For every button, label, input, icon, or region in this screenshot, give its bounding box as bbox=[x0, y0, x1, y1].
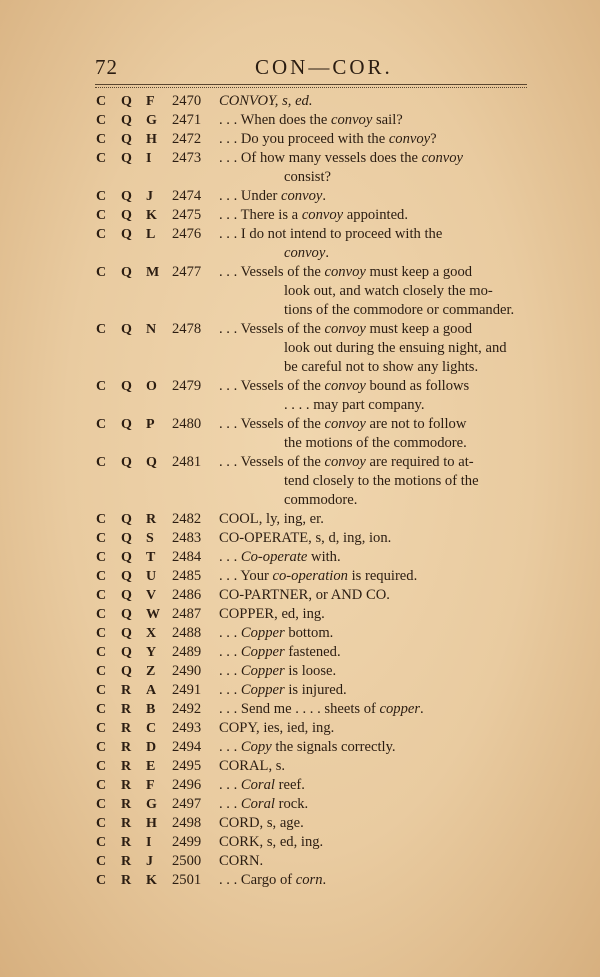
signal-number: 2479 bbox=[172, 378, 202, 394]
entry-row bbox=[0, 776, 600, 795]
signal-number: 2474 bbox=[172, 188, 202, 204]
flag-letter: Q bbox=[121, 626, 132, 641]
flag-letter: N bbox=[146, 322, 157, 337]
flag-letter: M bbox=[146, 265, 160, 280]
entry-row bbox=[0, 643, 600, 662]
entry-line: . . . Copper is loose. bbox=[219, 663, 337, 679]
flag-letter: C bbox=[96, 778, 107, 793]
signal-number: 2490 bbox=[172, 663, 202, 679]
flag-letter: I bbox=[146, 835, 152, 850]
flag-letter: C bbox=[96, 151, 107, 166]
flag-letter: C bbox=[96, 189, 107, 204]
entry-line: . . . Copper fastened. bbox=[219, 644, 341, 660]
flag-letter: R bbox=[121, 816, 132, 831]
flag-letter: Q bbox=[121, 607, 132, 622]
flag-letter: C bbox=[96, 512, 107, 527]
signal-number: 2475 bbox=[172, 207, 202, 223]
flag-letter: J bbox=[146, 189, 153, 204]
page-header bbox=[95, 55, 525, 85]
flag-letter: X bbox=[146, 626, 157, 641]
flag-letter: C bbox=[96, 797, 107, 812]
flag-letter: C bbox=[96, 626, 107, 641]
entry-row bbox=[0, 719, 600, 738]
entry-row bbox=[0, 453, 600, 510]
entry-text bbox=[219, 92, 529, 111]
entry-row bbox=[0, 130, 600, 149]
flag-letter: C bbox=[96, 873, 107, 888]
flag-letter: R bbox=[121, 683, 132, 698]
flag-letter: C bbox=[96, 569, 107, 584]
flag-letter: F bbox=[146, 778, 155, 793]
entry-text bbox=[219, 453, 529, 510]
entry-row bbox=[0, 662, 600, 681]
flag-letter: Q bbox=[121, 588, 132, 603]
flag-letter: C bbox=[96, 227, 107, 242]
signal-number: 2478 bbox=[172, 321, 202, 337]
entry-line: . . . Do you proceed with the convoy? bbox=[219, 131, 437, 147]
entry-text bbox=[219, 187, 529, 206]
entry-line: . . . Vessels of the convoy must keep a good bbox=[219, 264, 473, 280]
entry-row bbox=[0, 320, 600, 377]
entry-text bbox=[219, 206, 529, 225]
entry-row bbox=[0, 624, 600, 643]
entry-line: commodore. bbox=[284, 492, 358, 508]
flag-letter: R bbox=[146, 512, 157, 527]
flag-letter: Q bbox=[121, 94, 132, 109]
entry-line: COPY, ies, ied, ing. bbox=[219, 720, 335, 736]
entry-row bbox=[0, 111, 600, 130]
entry-line: . . . Vessels of the convoy are required to at- bbox=[219, 454, 474, 470]
flag-letter: Q bbox=[121, 550, 132, 565]
entry-row bbox=[0, 567, 600, 586]
flag-letter: R bbox=[121, 835, 132, 850]
entry-row bbox=[0, 92, 600, 111]
flag-letter: R bbox=[121, 721, 132, 736]
flag-letter: Q bbox=[121, 132, 132, 147]
entry-row bbox=[0, 206, 600, 225]
flag-letter: O bbox=[146, 379, 157, 394]
signal-number: 2476 bbox=[172, 226, 202, 242]
signal-number: 2500 bbox=[172, 853, 202, 869]
signal-number: 2496 bbox=[172, 777, 202, 793]
entry-line: . . . Vessels of the convoy must keep a good bbox=[219, 321, 473, 337]
flag-letter: Q bbox=[121, 208, 132, 223]
flag-letter: C bbox=[96, 702, 107, 717]
flag-letter: Q bbox=[121, 531, 132, 546]
entry-text bbox=[219, 738, 529, 757]
entry-text bbox=[219, 415, 529, 453]
flag-letter: B bbox=[146, 702, 156, 717]
entry-line: COOL, ly, ing, er. bbox=[219, 511, 324, 527]
entry-row bbox=[0, 529, 600, 548]
flag-letter: C bbox=[96, 816, 107, 831]
entry-row bbox=[0, 795, 600, 814]
entry-row bbox=[0, 263, 600, 320]
flag-letter: H bbox=[146, 132, 157, 147]
entry-text bbox=[219, 529, 529, 548]
entry-line: consist? bbox=[284, 169, 332, 185]
flag-letter: C bbox=[96, 645, 107, 660]
flag-letter: R bbox=[121, 873, 132, 888]
entry-line: COPPER, ed, ing. bbox=[219, 606, 325, 622]
flag-letter: C bbox=[96, 683, 107, 698]
entry-text bbox=[219, 662, 529, 681]
entry-line: . . . . may part company. bbox=[284, 397, 425, 413]
flag-letter: Q bbox=[121, 379, 132, 394]
flag-letter: R bbox=[121, 778, 132, 793]
entry-text bbox=[219, 757, 529, 776]
signal-number: 2484 bbox=[172, 549, 202, 565]
signal-number: 2486 bbox=[172, 587, 202, 603]
flag-letter: Q bbox=[121, 113, 132, 128]
flag-letter: G bbox=[146, 113, 157, 128]
flag-letter: C bbox=[96, 455, 107, 470]
flag-letter: C bbox=[96, 835, 107, 850]
entry-text bbox=[219, 263, 529, 320]
entry-text bbox=[219, 776, 529, 795]
entry-text bbox=[219, 510, 529, 529]
flag-letter: C bbox=[96, 664, 107, 679]
entry-line: . . . Copper bottom. bbox=[219, 625, 334, 641]
entry-row bbox=[0, 187, 600, 206]
flag-letter: D bbox=[146, 740, 157, 755]
flag-letter: C bbox=[96, 721, 107, 736]
flag-letter: C bbox=[96, 379, 107, 394]
flag-letter: U bbox=[146, 569, 157, 584]
entry-line: . . . Your co-operation is required. bbox=[219, 568, 418, 584]
flag-letter: V bbox=[146, 588, 157, 603]
entry-line: be careful not to show any lights. bbox=[284, 359, 479, 375]
flag-letter: C bbox=[96, 113, 107, 128]
entry-text bbox=[219, 149, 529, 187]
signal-number: 2499 bbox=[172, 834, 202, 850]
flag-letter: C bbox=[96, 322, 107, 337]
flag-letter: P bbox=[146, 417, 155, 432]
signal-number: 2492 bbox=[172, 701, 202, 717]
entry-line: . . . Coral rock. bbox=[219, 796, 309, 812]
entry-row bbox=[0, 415, 600, 453]
flag-letter: S bbox=[146, 531, 154, 546]
entry-line: . . . There is a convoy appointed. bbox=[219, 207, 408, 223]
signal-number: 2497 bbox=[172, 796, 202, 812]
entry-row bbox=[0, 225, 600, 263]
entry-row bbox=[0, 377, 600, 415]
entry-text bbox=[219, 605, 529, 624]
flag-letter: R bbox=[121, 740, 132, 755]
flag-letter: A bbox=[146, 683, 157, 698]
entry-row bbox=[0, 738, 600, 757]
entry-line: . . . Under convoy. bbox=[219, 188, 326, 204]
flag-letter: Q bbox=[121, 151, 132, 166]
entry-text bbox=[219, 700, 529, 719]
flag-letter: Q bbox=[121, 512, 132, 527]
flag-letter: C bbox=[96, 550, 107, 565]
entry-row bbox=[0, 814, 600, 833]
entry-text bbox=[219, 225, 529, 263]
entry-text bbox=[219, 624, 529, 643]
entry-row bbox=[0, 757, 600, 776]
entry-row bbox=[0, 833, 600, 852]
entry-text bbox=[219, 871, 529, 890]
header-rule bbox=[95, 84, 527, 85]
signal-number: 2470 bbox=[172, 93, 202, 109]
signal-number: 2487 bbox=[172, 606, 202, 622]
flag-letter: C bbox=[96, 94, 107, 109]
flag-letter: R bbox=[121, 702, 132, 717]
page-number: 72 bbox=[95, 55, 118, 79]
entry-line: . . . Copper is injured. bbox=[219, 682, 347, 698]
flag-letter: K bbox=[146, 873, 157, 888]
signal-number: 2483 bbox=[172, 530, 202, 546]
entry-row bbox=[0, 548, 600, 567]
signal-number: 2471 bbox=[172, 112, 202, 128]
flag-letter: Q bbox=[121, 322, 132, 337]
entry-line: . . . Co-operate with. bbox=[219, 549, 341, 565]
entry-line: . . . Vessels of the convoy are not to follow bbox=[219, 416, 467, 432]
header-rule-dotted bbox=[95, 87, 527, 88]
entry-text bbox=[219, 719, 529, 738]
flag-letter: Z bbox=[146, 664, 156, 679]
flag-letter: W bbox=[146, 607, 160, 622]
flag-letter: C bbox=[96, 132, 107, 147]
flag-letter: R bbox=[121, 759, 132, 774]
flag-letter: C bbox=[96, 531, 107, 546]
flag-letter: Q bbox=[121, 569, 132, 584]
entry-line: . . . Copy the signals correctly. bbox=[219, 739, 396, 755]
entry-line: . . . Of how many vessels does the convoy bbox=[219, 150, 463, 166]
signal-number: 2494 bbox=[172, 739, 202, 755]
entry-line: the motions of the commodore. bbox=[284, 435, 467, 451]
entry-text bbox=[219, 795, 529, 814]
entry-line: look out during the ensuing night, and bbox=[284, 340, 507, 356]
flag-letter: Q bbox=[121, 265, 132, 280]
running-head: CON—COR. bbox=[255, 55, 393, 79]
entry-line: CONVOY, s, ed. bbox=[219, 93, 313, 109]
entry-text bbox=[219, 567, 529, 586]
entry-row bbox=[0, 586, 600, 605]
flag-letter: Q bbox=[121, 455, 132, 470]
entry-row bbox=[0, 681, 600, 700]
signal-number: 2501 bbox=[172, 872, 202, 888]
entry-line: . . . Cargo of corn. bbox=[219, 872, 327, 888]
signal-number: 2489 bbox=[172, 644, 202, 660]
flag-letter: I bbox=[146, 151, 152, 166]
entry-row bbox=[0, 871, 600, 890]
flag-letter: C bbox=[96, 417, 107, 432]
entry-text bbox=[219, 320, 529, 377]
flag-letter: Q bbox=[121, 227, 132, 242]
flag-letter: Y bbox=[146, 645, 157, 660]
entry-row bbox=[0, 852, 600, 871]
signal-number: 2482 bbox=[172, 511, 202, 527]
entry-line: CORD, s, age. bbox=[219, 815, 304, 831]
entry-text bbox=[219, 833, 529, 852]
flag-letter: C bbox=[96, 588, 107, 603]
entry-line: CO-PARTNER, or AND CO. bbox=[219, 587, 390, 603]
signal-number: 2488 bbox=[172, 625, 202, 641]
flag-letter: L bbox=[146, 227, 156, 242]
entry-text bbox=[219, 643, 529, 662]
entry-text bbox=[219, 586, 529, 605]
entry-line: CORAL, s. bbox=[219, 758, 286, 774]
entry-text bbox=[219, 681, 529, 700]
flag-letter: C bbox=[96, 759, 107, 774]
flag-letter: C bbox=[146, 721, 157, 736]
flag-letter: Q bbox=[121, 189, 132, 204]
flag-letter: K bbox=[146, 208, 157, 223]
flag-letter: Q bbox=[146, 455, 157, 470]
flag-letter: T bbox=[146, 550, 156, 565]
flag-letter: C bbox=[96, 854, 107, 869]
entry-line: . . . I do not intend to proceed with the bbox=[219, 226, 443, 242]
signal-number: 2473 bbox=[172, 150, 202, 166]
flag-letter: C bbox=[96, 208, 107, 223]
flag-letter: H bbox=[146, 816, 157, 831]
entry-line: . . . Send me . . . . sheets of copper. bbox=[219, 701, 424, 717]
entry-text bbox=[219, 814, 529, 833]
entry-line: convoy. bbox=[284, 245, 329, 261]
signal-number: 2493 bbox=[172, 720, 202, 736]
entry-line: look out, and watch closely the mo- bbox=[284, 283, 493, 299]
entry-line: . . . When does the convoy sail? bbox=[219, 112, 403, 128]
flag-letter: C bbox=[96, 740, 107, 755]
flag-letter: E bbox=[146, 759, 156, 774]
entry-row bbox=[0, 510, 600, 529]
flag-letter: R bbox=[121, 797, 132, 812]
flag-letter: Q bbox=[121, 664, 132, 679]
flag-letter: C bbox=[96, 265, 107, 280]
flag-letter: G bbox=[146, 797, 157, 812]
entry-text bbox=[219, 548, 529, 567]
entry-text bbox=[219, 111, 529, 130]
signal-number: 2498 bbox=[172, 815, 202, 831]
flag-letter: F bbox=[146, 94, 155, 109]
flag-letter: J bbox=[146, 854, 153, 869]
flag-letter: Q bbox=[121, 645, 132, 660]
entry-line: tend closely to the motions of the bbox=[284, 473, 479, 489]
entry-row bbox=[0, 605, 600, 624]
signal-number: 2477 bbox=[172, 264, 202, 280]
signal-number: 2491 bbox=[172, 682, 202, 698]
signal-number: 2495 bbox=[172, 758, 202, 774]
entry-text bbox=[219, 377, 529, 415]
entry-text bbox=[219, 130, 529, 149]
entry-line: tions of the commodore or commander. bbox=[284, 302, 515, 318]
flag-letter: C bbox=[96, 607, 107, 622]
signal-number: 2481 bbox=[172, 454, 202, 470]
flag-letter: R bbox=[121, 854, 132, 869]
entry-line: CO-OPERATE, s, d, ing, ion. bbox=[219, 530, 392, 546]
signal-number: 2480 bbox=[172, 416, 202, 432]
entry-line: . . . Vessels of the convoy bound as follows bbox=[219, 378, 470, 394]
entry-row bbox=[0, 700, 600, 719]
entry-text bbox=[219, 852, 529, 871]
entry-line: . . . Coral reef. bbox=[219, 777, 305, 793]
signal-number: 2472 bbox=[172, 131, 202, 147]
entry-row bbox=[0, 149, 600, 187]
entry-line: CORN. bbox=[219, 853, 264, 869]
signal-number: 2485 bbox=[172, 568, 202, 584]
flag-letter: Q bbox=[121, 417, 132, 432]
entry-line: CORK, s, ed, ing. bbox=[219, 834, 324, 850]
